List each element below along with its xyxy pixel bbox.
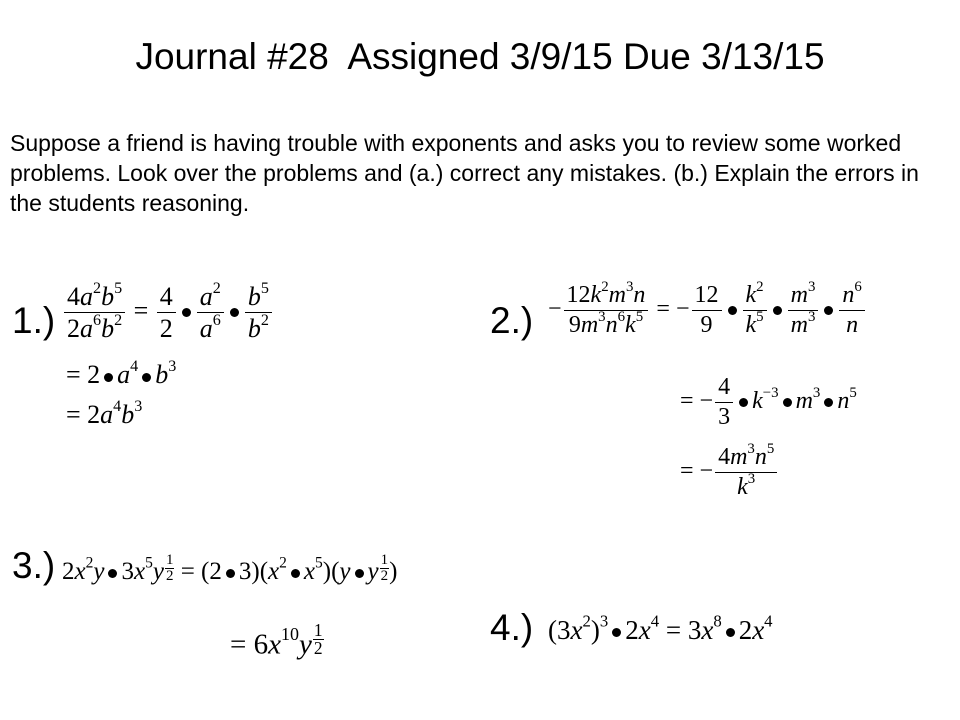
prompt-paragraph: Suppose a friend is having trouble with exponents and asks you to review some worked problems. Look over the problems and (a.) correct any mistakes. (b.) Explain the errors in the students reasoning. (10, 130, 919, 216)
problem-3-number: 3.) (12, 545, 56, 586)
problem-1-step-3: = $2a^4b^3$ (66, 397, 143, 429)
problem-2-number: 2.) (490, 300, 534, 341)
problem-2-step-2: = − $\frac{4}{3}$ $k^{-3}$ $m^3$ $n^5$ (680, 374, 857, 431)
problem-4-number: 4.) (490, 607, 534, 648)
problem-4-step-1: $(3x^2)^3$ $2x^4 = 3x^8$ $2x^4$ (548, 611, 773, 645)
journal-title: Journal #28 Assigned 3/9/15 Due 3/13/15 (135, 36, 825, 77)
problem-3-step-2: = $6x^{10}y$ $\frac{1}{2}$ (230, 620, 323, 661)
problem-2-step-1: − $\frac{12k^2m^3n}{9m^3n^6k^5}$ = − $\frac{12}{9}$ $\frac{k^2}{k^5}$ $\frac{m^3}{m^3}$ $\frac{n^6}{n}$ (548, 283, 867, 338)
problem-2-step-3: = − $\frac{4m^3n^5}{k^3}$ (680, 445, 779, 500)
problem-1-step-1: $\frac{4a^2b^5}{2a^6b^2}$ = $\frac{4}{2}$ $\frac{a^2}{a^6}$ $\frac{b^5}{b^2}$ (62, 283, 274, 343)
problem-1-step-2: = 2 $a^4$ $b^3$ (66, 357, 177, 389)
problem-1-number: 1.) (12, 300, 56, 341)
problem-3-step-1: $2x^2y$ $3x^5y$ $\frac{1}{2}$ = (2 $3)(x^2$ $x^5)(y$ y $\frac{1}{2}$ ) (62, 552, 398, 585)
